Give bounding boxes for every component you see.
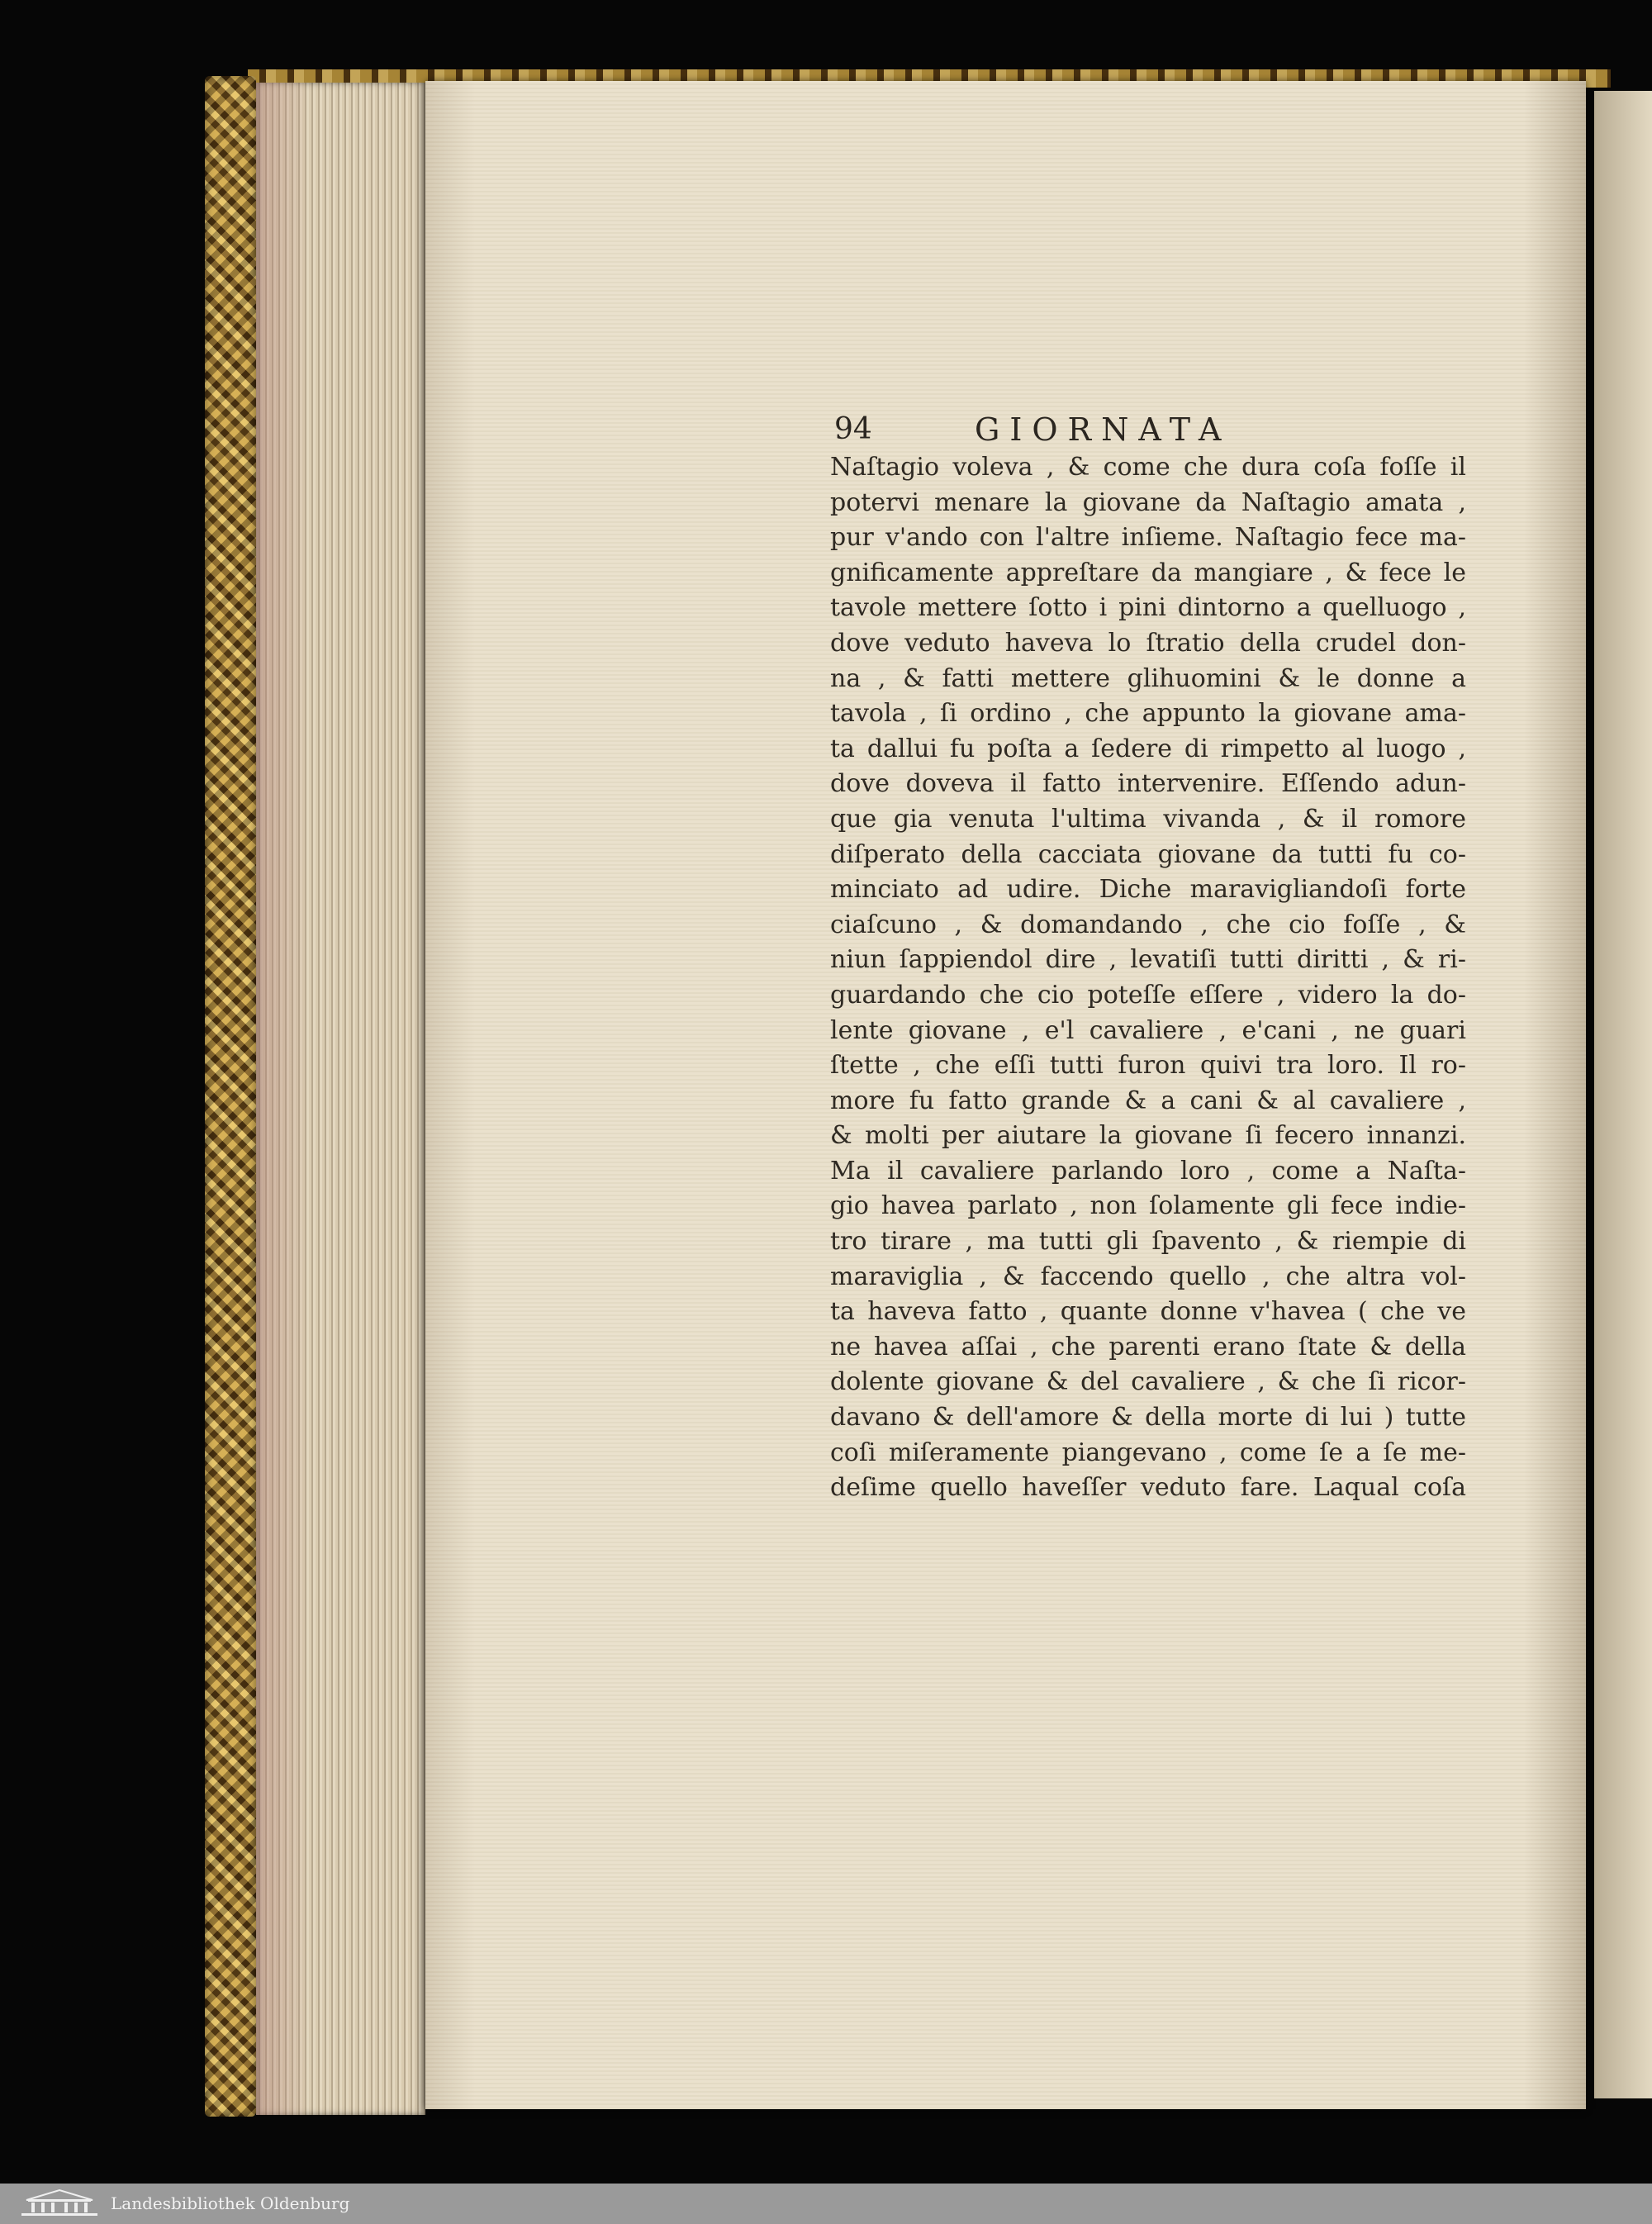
text-line: diſperato della cacciata giovane da tutti fu co- — [830, 839, 1466, 869]
page-number: 94 — [834, 412, 872, 446]
text-line: & molti per aiutare la giovane ſi fecero innanzi. — [830, 1121, 1466, 1151]
text-line: tro tirare , ma tutti gli ſpavento , & riempie di — [830, 1227, 1466, 1257]
text-line: na , & fatti mettere glihuomini & le donne a — [830, 663, 1466, 693]
library-footer-bar — [0, 2184, 1652, 2224]
text-line: Ma il cavaliere parlando loro , come a Naſta- — [830, 1156, 1466, 1186]
text-line: ciaſcuno , & domandando , che cio foſſe , & — [830, 910, 1466, 939]
text-line: tavole mettere ſotto i pini dintorno a quelluogo , — [830, 593, 1466, 623]
text-line: dove veduto haveva lo ſtratio della crudel don- — [830, 628, 1466, 658]
facing-page-edge — [1594, 91, 1652, 2098]
text-line: davano & dell'amore & della morte di lui ) tutte — [830, 1403, 1466, 1433]
text-line: more fu fatto grande & a cani & al cavaliere , — [830, 1086, 1466, 1115]
page-block-edges — [256, 83, 425, 2115]
text-line: que gia venuta l'ultima vivanda , & il romore — [830, 804, 1466, 834]
body-text — [830, 450, 1466, 1506]
running-head-title: GIORNATA — [975, 411, 1232, 448]
text-line: tavola , ſi ordino , che appunto la giovane ama- — [830, 699, 1466, 729]
running-head — [834, 409, 1317, 450]
library-name: Landesbibliothek Oldenburg — [111, 2193, 350, 2213]
library-building-icon — [18, 2188, 101, 2218]
text-line: ſtette , che eſſi tutti furon quivi tra loro. Il ro- — [830, 1051, 1466, 1081]
text-line: gnificamente appreſtare da mangiare , & fece le — [830, 558, 1466, 587]
text-line: dove doveva il fatto intervenire. Eſſendo adun- — [830, 769, 1466, 799]
text-line: Naſtagio voleva , & come che dura coſa foſſe il — [830, 453, 1466, 482]
gilt-spine-border — [205, 76, 256, 2117]
text-line: deſime quello haveſſer veduto fare. Laqual coſa — [830, 1473, 1466, 1503]
text-line: ta haveva fatto , quante donne v'havea ( che ve — [830, 1297, 1466, 1327]
text-line: coſi miſeramente piangevano , come ſe a ſe me- — [830, 1438, 1466, 1467]
text-line: maraviglia , & faccendo quello , che altra vol- — [830, 1262, 1466, 1291]
text-line: dolente giovane & del cavaliere , & che ſi ricor- — [830, 1367, 1466, 1397]
text-line: niun ſappiendol dire , levatiſi tutti diritti , & ri- — [830, 945, 1466, 975]
text-line: pur v'ando con l'altre inſieme. Naſtagio fece ma- — [830, 523, 1466, 553]
text-line: potervi menare la giovane da Naſtagio amata , — [830, 487, 1466, 517]
text-line: ne havea aſſai , che parenti erano ſtate & della — [830, 1332, 1466, 1361]
text-line: gio havea parlato , non ſolamente gli fece indie- — [830, 1191, 1466, 1221]
text-line: minciato ad udire. Diche maravigliandoſi forte — [830, 875, 1466, 905]
text-line: ta dallui fu poſta a ſedere di rimpetto al luogo , — [830, 734, 1466, 763]
text-line: lente giovane , e'l cavaliere , e'cani , ne guari — [830, 1015, 1466, 1045]
text-line: guardando che cio poteſſe eſſere , videro la do- — [830, 980, 1466, 1010]
